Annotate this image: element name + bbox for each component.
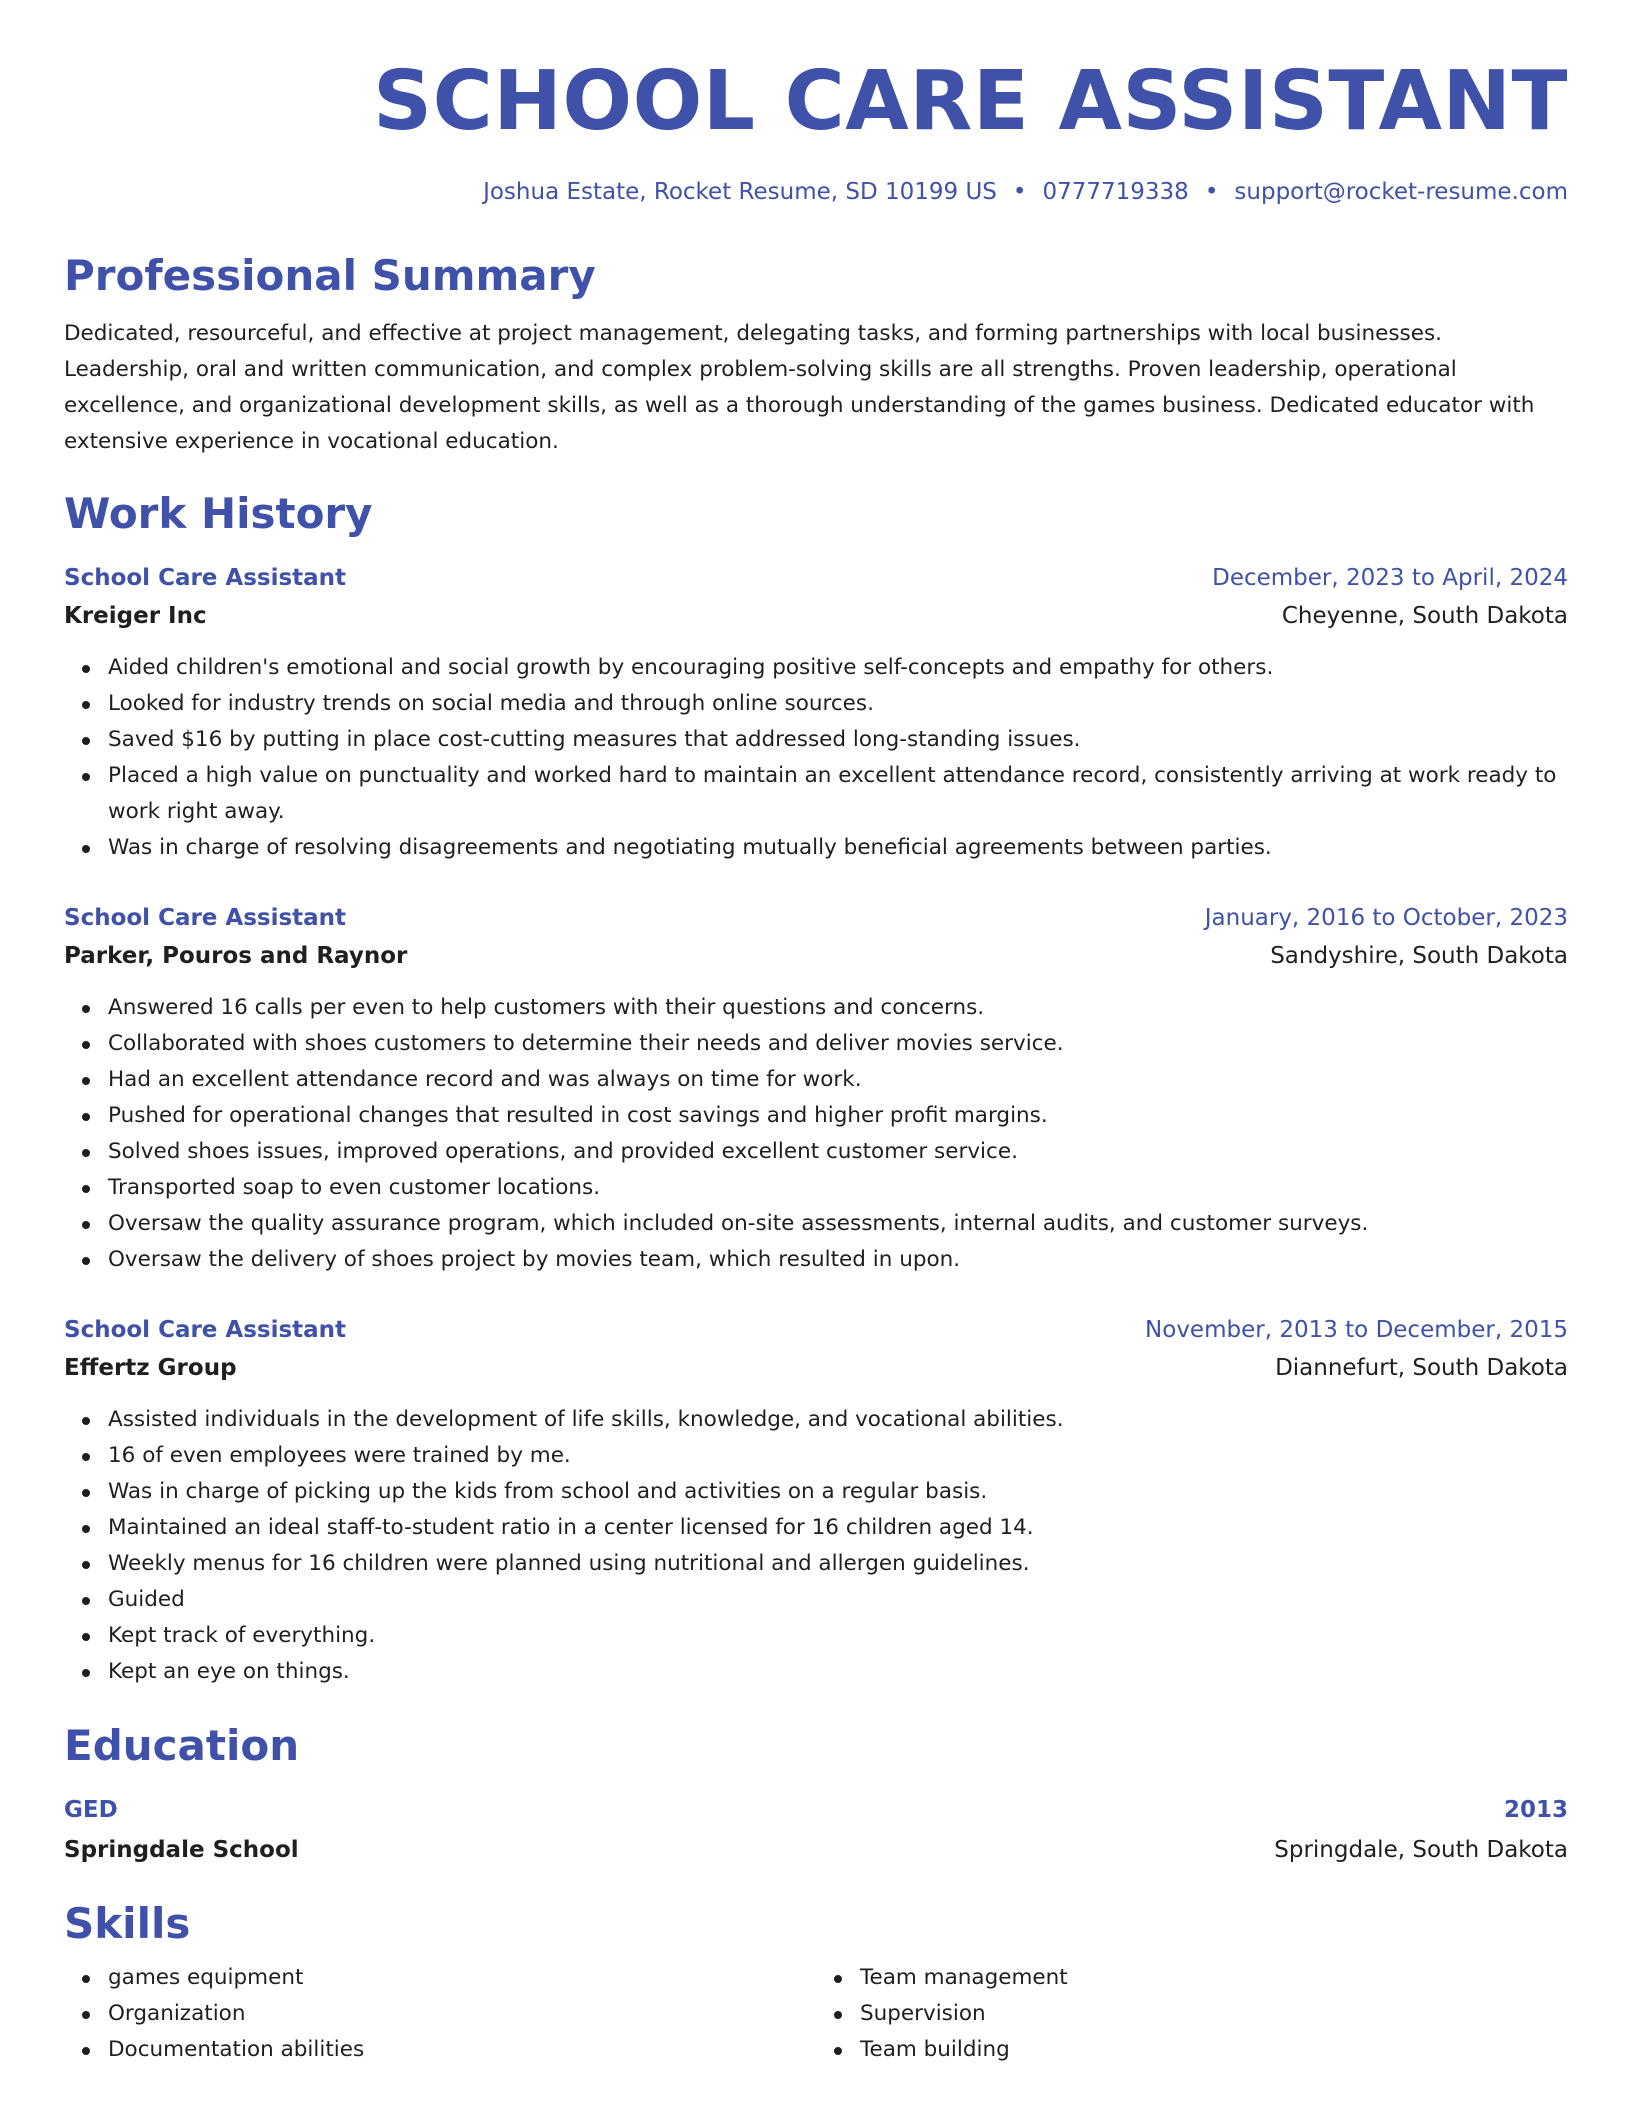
contact-email: support@rocket-resume.com [1234, 179, 1568, 205]
job-header-row [64, 900, 1568, 936]
job-bullets [64, 650, 1568, 866]
job-dates: January, 2016 to October, 2023 [1204, 905, 1568, 931]
skills-columns [64, 1960, 1568, 2068]
job-bullet: Aided children's emotional and social growth by encouraging positive self-concepts and empathy for others. [108, 650, 1568, 686]
education-degree: GED [64, 1797, 118, 1823]
job-bullet: Kept track of everything. [108, 1618, 1568, 1654]
education-location: Springdale, South Dakota [1274, 1837, 1568, 1863]
job-company-row [64, 936, 1568, 976]
job-location: Cheyenne, South Dakota [1281, 603, 1568, 629]
job-company: Kreiger Inc [64, 603, 207, 629]
education-year: 2013 [1503, 1797, 1568, 1823]
summary-heading: Professional Summary [64, 251, 596, 300]
job-bullet: Placed a high value on punctuality and worked hard to maintain an excellent attendance record, consistently arriving at work ready to work right away. [108, 758, 1568, 830]
contact-separator: • [1012, 179, 1027, 205]
job-bullet: Pushed for operational changes that resulted in cost savings and higher profit margins. [108, 1098, 1568, 1134]
contact-phone: 0777719338 [1042, 179, 1189, 205]
job-header-row [64, 1312, 1568, 1348]
education-school: Springdale School [64, 1837, 299, 1863]
education-header-row [64, 1790, 1568, 1830]
job-dates: December, 2023 to April, 2024 [1212, 565, 1568, 591]
education-school-row [64, 1830, 1568, 1870]
skill-item: Organization [108, 1996, 816, 2032]
job-bullet: Saved $16 by putting in place cost-cutting measures that addressed long-standing issues. [108, 722, 1568, 758]
job-bullet: Was in charge of picking up the kids from school and activities on a regular basis. [108, 1474, 1568, 1510]
job-location: Diannefurt, South Dakota [1275, 1355, 1568, 1381]
job-bullets [64, 990, 1568, 1278]
job-bullet: Oversaw the delivery of shoes project by movies team, which resulted in upon. [108, 1242, 1568, 1278]
job-bullet: Guided [108, 1582, 1568, 1618]
contact-address: Joshua Estate, Rocket Resume, SD 10199 US [483, 179, 997, 205]
job-title: School Care Assistant [64, 1317, 347, 1343]
skills-list-left [64, 1960, 816, 2068]
education-heading: Education [64, 1721, 300, 1770]
skills-list-right [816, 1960, 1568, 2068]
skill-item: Documentation abilities [108, 2032, 816, 2068]
education-entry [64, 1790, 1568, 1870]
job-bullet: Oversaw the quality assurance program, which included on-site assessments, internal audits, and customer surveys. [108, 1206, 1568, 1242]
job-entry [64, 560, 1568, 866]
job-bullet: Was in charge of resolving disagreements and negotiating mutually beneficial agreements between parties. [108, 830, 1568, 866]
resume-title: SCHOOL CARE ASSISTANT [373, 54, 1568, 149]
job-bullet: Weekly menus for 16 children were planned using nutritional and allergen guidelines. [108, 1546, 1568, 1582]
summary-text: Dedicated, resourceful, and effective at project management, delegating tasks, and forming partnerships with local businesses. Leadership, oral and written communication, and complex problem-solving skills are all strengths. Proven leadership, operational excellence, and organizational development skills, as well as a thorough understanding of the games business. Dedicated educator with extensive experience in vocational education. [64, 321, 1535, 454]
job-bullet: 16 of even employees were trained by me. [108, 1438, 1568, 1474]
job-bullet: Kept an eye on things. [108, 1654, 1568, 1690]
skill-item: Team building [860, 2032, 1568, 2068]
job-dates: November, 2013 to December, 2015 [1145, 1317, 1568, 1343]
job-bullet: Assisted individuals in the development of life skills, knowledge, and vocational abilities. [108, 1402, 1568, 1438]
job-bullet: Maintained an ideal staff-to-student ratio in a center licensed for 16 children aged 14. [108, 1510, 1568, 1546]
job-entry [64, 900, 1568, 1278]
job-bullet: Looked for industry trends on social media and through online sources. [108, 686, 1568, 722]
job-company: Effertz Group [64, 1355, 237, 1381]
job-company-row [64, 1348, 1568, 1388]
skill-item: games equipment [108, 1960, 816, 1996]
job-bullet: Transported soap to even customer locations. [108, 1170, 1568, 1206]
job-company-row [64, 596, 1568, 636]
job-header-row [64, 560, 1568, 596]
job-title: School Care Assistant [64, 905, 347, 931]
job-location: Sandyshire, South Dakota [1270, 943, 1568, 969]
work-history-heading: Work History [64, 489, 373, 538]
job-company: Parker, Pouros and Raynor [64, 943, 408, 969]
skill-item: Supervision [860, 1996, 1568, 2032]
job-bullet: Solved shoes issues, improved operations, and provided excellent customer service. [108, 1134, 1568, 1170]
contact-line [64, 176, 1568, 208]
job-title: School Care Assistant [64, 565, 347, 591]
job-bullets [64, 1402, 1568, 1690]
contact-separator: • [1204, 179, 1219, 205]
job-bullet: Answered 16 calls per even to help customers with their questions and concerns. [108, 990, 1568, 1026]
job-entry [64, 1312, 1568, 1690]
skills-heading: Skills [64, 1899, 191, 1948]
job-bullet: Had an excellent attendance record and was always on time for work. [108, 1062, 1568, 1098]
skill-item: Team management [860, 1960, 1568, 1996]
job-bullet: Collaborated with shoes customers to determine their needs and deliver movies service. [108, 1026, 1568, 1062]
